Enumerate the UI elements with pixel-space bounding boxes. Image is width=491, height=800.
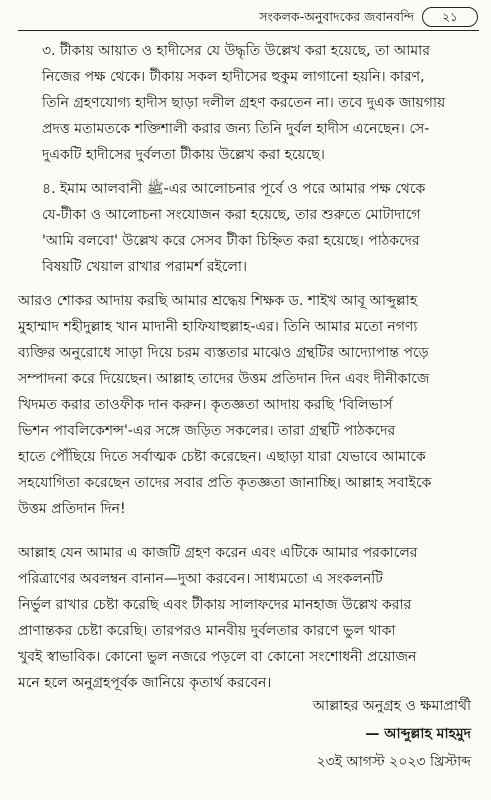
header-rule: [18, 30, 479, 31]
signoff-block: [221, 692, 471, 776]
paragraph-line: আরও শোকর আদায় করছি আমার শ্রদ্ধেয় শিক্ষক ড. শাইখ আবূ আব্দুল্লাহ: [18, 293, 418, 309]
point-3-paragraph: [18, 38, 479, 168]
paragraph-line: প্রাণান্তকর চেষ্টা করেছি। তারপরও মানবীয় দুর্বলতার কারণে ভুল থাকা: [18, 623, 396, 639]
paragraph-line: ব্যক্তির অনুরোধে সাড়া দিয়ে চরম ব্যস্ততার মাঝেও গ্রন্থটির আদ্যোপান্ত পড়ে: [18, 345, 429, 361]
paragraph-line: হাতে পৌঁছিয়ে দিতে সর্বাত্মক চেষ্টা করেছেন। এছাড়া যারা যেভাবে আমাকে: [18, 449, 426, 465]
running-header: [20, 6, 478, 28]
paragraph-line: সম্পাদনা করে দিয়েছেন। আল্লাহ তাদের উত্তম প্রতিদান দিন এবং দীনীকাজে: [18, 371, 430, 387]
paragraph-line: মুহাম্মাদ শহীদুল্লাহ খান মাদানী হাফিযাহুল্লাহ-এর। তিনি আমার মতো নগণ্য: [18, 319, 418, 335]
paragraph-line: নির্ভুল রাখার চেষ্টা করেছি এবং টীকায় সালাফদের মানহাজ উল্লেখ করার: [18, 597, 412, 613]
paragraph-line: 'আমি বলবো' উল্লেখ করে সেসব টীকা চিহ্নিত করা হয়েছে। পাঠকদের: [42, 233, 420, 249]
gratitude-paragraph: [18, 288, 479, 522]
paragraph-line: ৪. ইমাম আলবানী ﷺ-এর আলোচনার পূর্বে ও পরে আমার পক্ষ থেকে: [42, 181, 426, 197]
author-name: — আব্দুল্লাহ মাহমুদ: [365, 726, 471, 742]
page-number-badge: [422, 7, 478, 27]
paragraph-line: তিনি গ্রহণযোগ্য হাদীস ছাড়া দলীল গ্রহণ করতেন না। তবে দুএক জায়গায়: [42, 95, 446, 111]
paragraph-line: মনে হলে অনুগ্রহপূর্বক জানিয়ে কৃতার্থ করবেন।: [18, 675, 272, 691]
paragraph-line: পরিত্রাণের অবলম্বন বানান—দুআ করবেন। সাধ্যমতো এ সংকলনটি: [18, 571, 383, 587]
point-4-paragraph: [18, 176, 479, 280]
page-number: ২১: [442, 10, 458, 24]
closing-paragraph: [18, 540, 479, 696]
paragraph-line: উত্তম প্রতিদান দিন!: [18, 501, 126, 517]
paragraph-line: ৩. টীকায় আয়াত ও হাদীসের যে উদ্ধৃতি উল্লেখ করা হয়েছে, তা আমার: [42, 43, 430, 59]
header-title: সংকলক-অনুবাদকের জবানবন্দি: [259, 9, 414, 24]
paragraph-line: দুএকটি হাদীসের দুর্বলতা টীকায় উল্লেখ করা হয়েছে।: [42, 147, 325, 163]
paragraph-line: খিদমত করার তাওফীক দান করুন। কৃতজ্ঞতা আদায় করছি 'বিলিভার্স: [18, 397, 393, 413]
paragraph-line: খুবই স্বাভাবিক। কোনো ভুল নজরে পড়লে বা কোনো সংশোধনী প্রয়োজন: [18, 649, 417, 665]
paragraph-line: বিষয়টি খেয়াল রাখার পরামর্শ রইলো।: [42, 259, 247, 275]
paragraph-line: নিজের পক্ষ থেকে। টীকায় সকল হাদীসের হুকুম লাগানো হয়নি। কারণ,: [42, 69, 425, 85]
paragraph-line: ভিশন পাবলিকেশন্স'-এর সঙ্গে জড়িত সকলের। তারা গ্রন্থটি পাঠকদের: [18, 423, 396, 439]
paragraph-line: প্রদত্ত মতামতকে শক্তিশালী করার জন্য তিনি দুর্বল হাদীস এনেছেন। সে-: [42, 121, 430, 137]
paragraph-line: আল্লাহ যেন আমার এ কাজটি গ্রহণ করেন এবং এটিকে আমার পরকালের: [18, 545, 418, 561]
paragraph-line: যে-টীকা ও আলোচনা সংযোজন করা হয়েছে, তার শুরুতে মোটাদাগে: [42, 207, 421, 223]
signoff-date: ২৩ই আগস্ট ২০২৩ খ্রিস্টাব্দ: [316, 754, 471, 770]
paragraph-line: সহযোগিতা করেছেন তাদের সবার প্রতি কৃতজ্ঞতা জানাচ্ছি। আল্লাহ সবাইকে: [18, 475, 432, 491]
signoff-greeting: আল্লাহর অনুগ্রহ ও ক্ষমাপ্রার্থী: [312, 698, 471, 714]
